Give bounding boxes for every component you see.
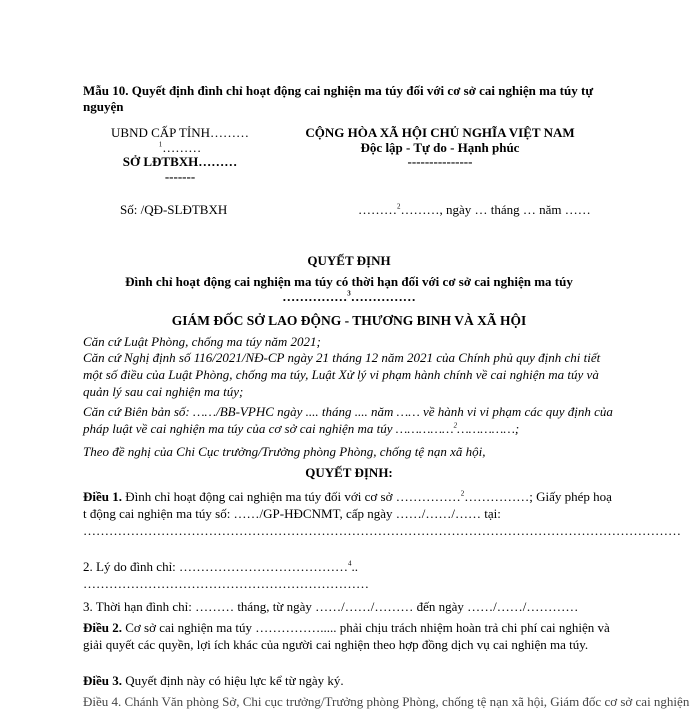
issuing-authority: GIÁM ĐỐC SỞ LAO ĐỘNG - THƯƠNG BINH VÀ XÃ HỘI: [171, 313, 527, 328]
article-2-label: Điều 2.: [83, 620, 122, 635]
decides-heading: QUYẾT ĐỊNH:: [305, 465, 393, 480]
article-1: Điều 1. Đình chỉ hoạt động cai nghiện ma túy đối với cơ sở ……………$^2$……………; Giấy phép hoạt động cai nghiện ma túy số: ……/GP-HĐCNMT, cấp ngày ……/……/…… tại: …………………………………………………………………………………………………………………………: [83, 489, 681, 538]
header-left-line3: SỞ LĐTBXH………: [122, 154, 238, 169]
article-3-label: Điều 3.: [83, 673, 122, 688]
decision-subtitle: Đình chỉ hoạt động cai nghiện ma túy có thời hạn đối với cơ sở cai nghiện ma túy: [125, 274, 573, 289]
decision-title: QUYẾT ĐỊNH: [307, 253, 391, 268]
article-2: Điều 2. Cơ sở cai nghiện ma túy ……………..... phải chịu trách nhiệm hoàn trả chi phí cai nghiện và giải quyết các quyền, lợi ích khác của người cai nghiện theo hợp đồng dịch vụ cai nghiện ma túy.: [83, 620, 610, 652]
legal-basis-3: Căn cứ Biên bản số: ……/BB-VPHC ngày .... tháng .... năm …… về hành vi vi phạm các quy định của pháp luật về cai nghiện ma túy của cơ sở cai nghiện ma túy ……………$^2$……………;: [83, 404, 613, 436]
legal-basis-2: Căn cứ Nghị định số 116/2021/NĐ-CP ngày 21 tháng 12 năm 2021 của Chính phủ quy định chi tiết một số điều của Luật Phòng, chống ma túy, Luật Xử lý vi phạm hành chính về cai nghiện ma túy và quản lý sau cai nghiện ma túy;: [83, 350, 601, 399]
header-left-line1: UBND CẤP TỈNH………: [111, 125, 249, 140]
legal-basis-1: Căn cứ Luật Phòng, chống ma túy năm 2021;: [83, 334, 321, 349]
article-3: Điều 3. Quyết định này có hiệu lực kể từ ngày ký.: [83, 673, 344, 688]
article-1-label: Điều 1.: [83, 489, 122, 504]
footnote-2c: 2: [460, 489, 465, 498]
decision-subtitle-line2: ……………$^3$……………: [282, 289, 416, 304]
form-title: Mẫu 10. Quyết định đình chỉ hoạt động cai nghiện ma túy đối với cơ sở cai nghiện ma túy tự nguyện: [83, 83, 594, 114]
article-1-reason: 2. Lý do đình chỉ: …………………………………$^4$.. …………………………………………………………: [83, 559, 369, 591]
footnote-3: 3: [347, 289, 351, 298]
header-right-rule: ---------------: [407, 154, 473, 169]
footnote-1: 1: [158, 140, 163, 149]
header-left-rule: -------: [164, 169, 196, 184]
legal-basis-4: Theo đề nghị của Chi Cục trưởng/Trưởng phòng Phòng, chống tệ nạn xã hội,: [83, 444, 486, 459]
footnote-2b: 2: [453, 421, 458, 430]
article-4-partial: Điều 4. Chánh Văn phòng Sở, Chi cục trưởng/Trưởng phòng Phòng, chống tệ nạn xã hội, Giám đốc cơ sở cai nghiện: [83, 694, 690, 709]
footnote-2: 2: [397, 202, 401, 211]
header-country: CỘNG HÒA XÃ HỘI CHỦ NGHĨA VIỆT NAM: [305, 125, 575, 140]
article-1-duration: 3. Thời hạn đình chỉ: ……… tháng, từ ngày ……/……/……… đến ngày ……/……/…………: [83, 599, 579, 614]
header-left-line2: $^1$………: [158, 140, 202, 155]
decision-date: ………$^2$………, ngày … tháng … năm ……: [358, 202, 591, 217]
decision-number: Số: /QĐ-SLĐTBXH: [120, 202, 228, 217]
header-motto: Độc lập - Tự do - Hạnh phúc: [360, 140, 520, 155]
footnote-4: 4: [348, 559, 352, 568]
